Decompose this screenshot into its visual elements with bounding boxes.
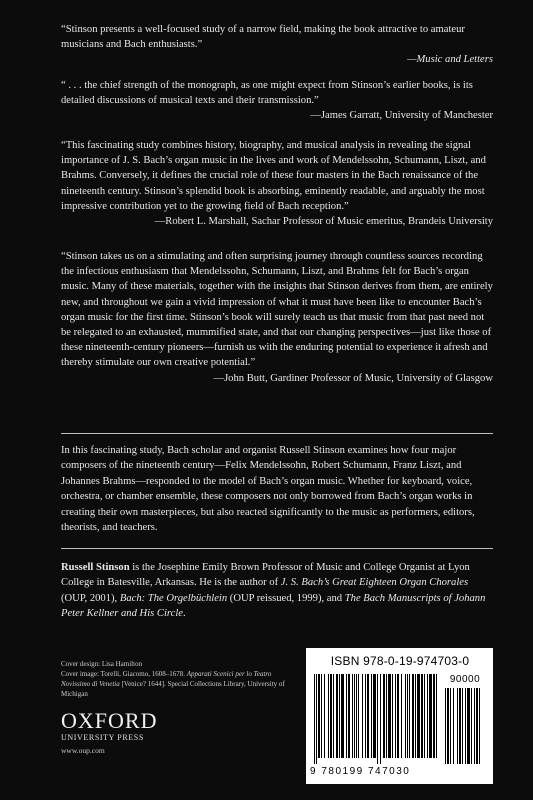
barcode-bar <box>429 674 432 758</box>
barcode-bar <box>346 674 347 758</box>
barcode-bar <box>333 674 334 758</box>
barcode-bar <box>348 674 350 758</box>
barcode-bar <box>445 688 446 764</box>
book-title: J. S. Bach’s Great Eighteen Organ Chorales <box>280 577 469 589</box>
barcode-bar <box>358 674 359 758</box>
barcode-bar <box>405 674 406 758</box>
barcode-bar <box>412 674 414 758</box>
publisher-name: OXFORD <box>61 708 158 733</box>
quote-text: “This fascinating study combines history, biography, and musical analysis in revealing the signal importance of J. S. Bach’s organ music in the lives and work of Mendelssohn, Schumann, Liszt, and Brahms. Conversely, it defines the crucial role of these four masters in the Bach renaissance of the nineteenth century. Stinson’s splendid book is absorbing, eminently readable, and arguably the most impressive contribution yet to the growing field of Bach reception.” <box>61 140 486 212</box>
publisher-url: www.oup.com <box>61 746 105 755</box>
barcode-bar <box>415 674 416 758</box>
barcode-bar <box>395 674 396 758</box>
barcode-bar <box>417 674 420 758</box>
barcode-bar <box>328 674 329 758</box>
review-quote-4 <box>61 249 493 386</box>
barcode-bar <box>479 688 480 764</box>
barcode-bar <box>377 674 378 764</box>
book-title: Bach: The Orgelbüchlein <box>119 592 228 604</box>
publisher-press: UNIVERSITY PRESS <box>61 733 144 742</box>
quote-text: “Stinson presents a well-focused study of a narrow field, making the book attractive to amateur musicians and Bach enthusiasts.” <box>61 24 465 51</box>
barcode-bar <box>447 688 449 764</box>
barcode-bar <box>476 688 478 764</box>
barcode-bar <box>388 674 391 758</box>
barcode-bar <box>401 674 402 758</box>
barcode-bar <box>436 674 437 758</box>
barcode-bar <box>321 674 322 758</box>
book-title: The Bach Manuscripts of Johann Peter Kellner and His Circle <box>61 592 486 620</box>
barcode-bar <box>407 674 408 758</box>
ean-digits: 9 780199 747030 <box>310 766 411 777</box>
barcode-bar <box>316 674 317 764</box>
isbn-label: ISBN 978-0-19-974703-0 <box>330 654 470 668</box>
barcode-bar <box>336 674 338 758</box>
barcode-bar <box>467 688 470 764</box>
ean-barcode-bars <box>314 674 438 766</box>
barcode-bar <box>433 674 435 758</box>
barcode-bar <box>356 674 357 758</box>
quote-attribution: —Robert L. Marshall, Sachar Professor of Music emeritus, Brandeis University <box>154 216 493 228</box>
barcode-bar <box>392 674 393 758</box>
divider <box>61 433 493 434</box>
barcode-bar <box>324 674 325 758</box>
barcode-bar <box>474 688 475 764</box>
cover-image-credit: Cover image: Torelli, Giacomo, 1608–1678. Apparati Scenici per lo Teatro Novissimo di Venetia [Venice? 1644]. Special Collections Library, University of Michigan <box>61 670 285 698</box>
barcode-bar <box>459 688 461 764</box>
barcode-bar <box>383 674 385 758</box>
barcode-bar <box>352 674 353 758</box>
review-quote-3 <box>61 138 493 229</box>
barcode-bar <box>354 674 355 758</box>
quote-attribution: —John Butt, Gardiner Professor of Music, University of Glasgow <box>213 372 493 384</box>
barcode-bar <box>471 688 472 764</box>
author-bio: Russell Stinson is the Josephine Emily Brown Professor of Music and College Organist at Lyon College in Batesville, Arkansas. He is the author of J. S. Bach’s Great Eighteen Organ Chorales (OUP, 2001), Bach: The Orgelbüchlein (OUP reissued, 1999), and The Bach Manuscripts of Johann Peter Kellner and His Circle. <box>61 562 486 620</box>
barcode-bar <box>330 674 332 758</box>
review-quote-1 <box>61 22 493 68</box>
review-quote-2 <box>61 78 493 124</box>
barcode-bar <box>373 674 376 758</box>
quote-attribution: —James Garratt, University of Manchester <box>310 110 493 122</box>
barcode-bar <box>367 674 369 758</box>
barcode-bar <box>397 674 399 758</box>
barcode-bar <box>362 674 363 758</box>
publisher-logo <box>61 710 181 757</box>
author-name: Russell Stinson <box>61 562 130 573</box>
divider <box>61 548 493 549</box>
barcode-bar <box>371 674 372 758</box>
barcode-bar <box>314 674 315 764</box>
barcode-bar <box>457 688 458 764</box>
cover-credits <box>61 659 291 699</box>
barcode <box>306 648 493 784</box>
barcode-bar <box>380 674 381 764</box>
quote-text: “ . . . the chief strength of the monograph, as one might expect from Stinson’s earlier books, is its detailed discussions of musical texts and their transmission.” <box>61 80 473 107</box>
barcode-bar <box>421 674 423 758</box>
barcode-bar <box>386 674 387 758</box>
barcode-bar <box>450 688 451 764</box>
barcode-bar <box>427 674 428 758</box>
cover-design-credit: Cover design: Lisa Hamilton <box>61 660 143 668</box>
barcode-bar <box>318 674 320 758</box>
barcode-addon-digits: 90000 <box>449 674 481 685</box>
barcode-bar <box>453 688 454 764</box>
barcode-bar <box>339 674 340 758</box>
addon-barcode-bars <box>445 688 487 766</box>
barcode-bar <box>409 674 410 758</box>
barcode-bar <box>341 674 344 758</box>
barcode-bar <box>424 674 425 758</box>
quote-attribution: —Music and Letters <box>407 54 493 66</box>
barcode-bar <box>365 674 366 758</box>
barcode-bar <box>465 688 466 764</box>
book-description: In this fascinating study, Bach scholar and organist Russell Stinson examines how four major composers of the nineteenth century—Felix Mendelssohn, Robert Schumann, Franz Liszt, and Johannes Brahms—responded to the model of Bach’s organ music. Whether for keyboard, voice, orchestra, or chamber ensemble, these composers not only borrowed from Bach’s organ works in creating their own masterpieces, but also reacted significantly to the music as performers, editors, theorists, and teachers. <box>61 445 475 534</box>
quote-text: “Stinson takes us on a stimulating and often surprising journey through countless sources recording the infectious enthusiasm that Mendelssohn, Schumann, Liszt, and Brahms felt for Bach’s organ music. Many of these materials, together with the insights that Stinson derives from them, are entirely new, and throughout we gain a vivid impression of what it must have been like to encounter Bach’s organ music for the first time. Stinson’s book will surely teach us that music from that past need not be relegated to an exhausted, mummified state, and that our changing perspectives—just like those of these nineteenth-century pioneers—furnish us with the enduring potential to experience it afresh and thereby stimulate our own creative potential.” <box>61 251 493 369</box>
barcode-bar <box>462 688 463 764</box>
